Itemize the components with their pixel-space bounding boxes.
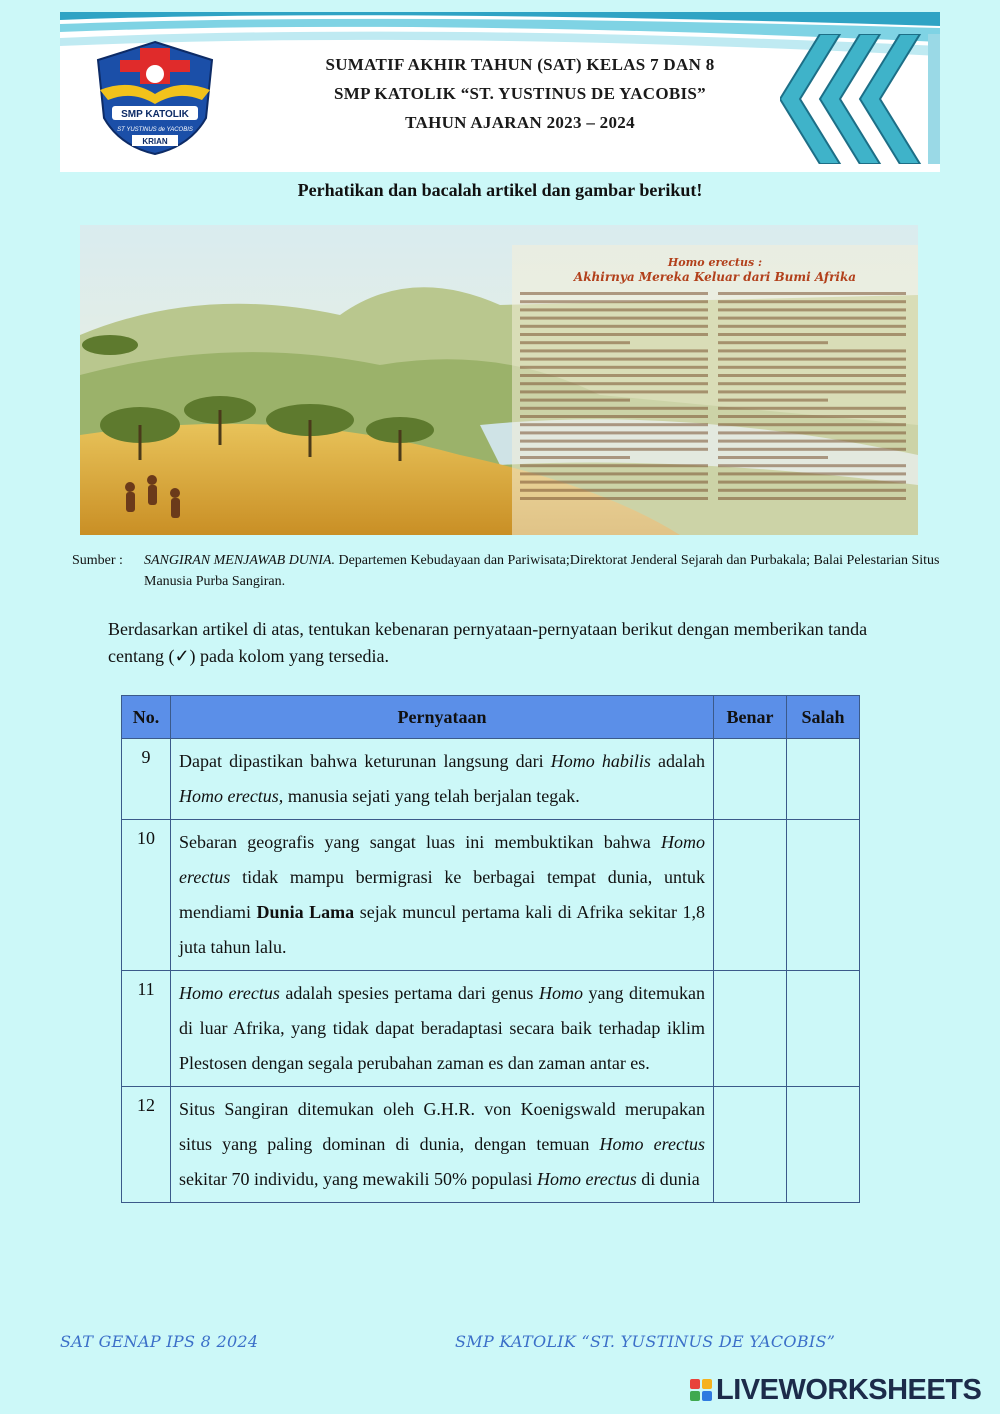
article-text-line: [520, 317, 708, 320]
article-text-line: [520, 481, 708, 484]
article-text-line: [718, 472, 906, 475]
article-subtitle: Akhirnya Mereka Keluar dari Bumi Afrika: [573, 270, 857, 284]
article-text-line: [520, 333, 708, 336]
article-text-line: [520, 308, 708, 311]
article-text-line: [718, 317, 906, 320]
article-text-line: [520, 341, 630, 344]
article-text-line: [520, 431, 708, 434]
header-banner: [60, 12, 940, 172]
article-text-line: [520, 423, 708, 426]
table-header-row: [122, 696, 860, 739]
article-text-line: [520, 292, 708, 295]
banner-line-1: SUMATIF AKHIR TAHUN (SAT) KELAS 7 DAN 8: [325, 55, 715, 74]
article-text-line: [718, 349, 906, 352]
liveworksheets-brand[interactable]: [690, 1372, 981, 1408]
banner-line-2: SMP KATOLIK “ST. YUSTINUS DE YACOBIS”: [334, 84, 706, 103]
article-text-line: [718, 325, 906, 328]
row-number: 9: [122, 739, 171, 820]
article-text-line: [520, 358, 708, 361]
article-text-line: [520, 325, 708, 328]
article-text-line: [520, 448, 708, 451]
footer-exam-label: SAT GENAP IPS 8 2024: [60, 1332, 259, 1351]
article-text-line: [718, 456, 828, 459]
article-text-line: [718, 399, 828, 402]
source-detail: Departemen Kebudayaan dan Pariwisata;Direktorat Jenderal Sejarah dan Purbakala; Balai Pelestarian Situs Manusia Purba Sangiran.: [144, 553, 940, 589]
article-text-line: [718, 390, 906, 393]
false-checkbox-cell[interactable]: [787, 1087, 860, 1203]
header-no: No.: [122, 696, 171, 739]
true-checkbox-cell[interactable]: [714, 1087, 787, 1203]
logo-bottom-text: KRIAN: [142, 137, 168, 146]
true-checkbox-cell[interactable]: [714, 739, 787, 820]
article-text-line: [718, 464, 906, 467]
header-statement: Pernyataan: [171, 696, 714, 739]
statement-table: [121, 695, 860, 1203]
statement-text: Situs Sangiran ditemukan oleh G.H.R. von Koenigswald merupakan situs yang paling dominan di dunia, dengan temuan Homo erectus sekitar 70 individu, yang mewakili 50% populasi Homo erectus di dunia: [171, 1087, 714, 1203]
table-row: [122, 1087, 860, 1203]
article-text-line: [520, 497, 708, 500]
question-instruction: Berdasarkan artikel di atas, tentukan kebenaran pernyataan-pernyataan berikut dengan memberikan tanda centang (✓) pada kolom yang tersedia.: [108, 619, 868, 666]
article-text-line: [718, 308, 906, 311]
article-text-line: [520, 489, 708, 492]
article-text-line: [718, 407, 906, 410]
article-text-line: [520, 382, 708, 385]
article-text-line: [718, 374, 906, 377]
row-number: 11: [122, 971, 171, 1087]
liveworksheets-logo-icon: [690, 1379, 712, 1401]
statement-text: Homo erectus adalah spesies pertama dari genus Homo yang ditemukan di luar Afrika, yang tidak dapat beradaptasi secara baik terhadap iklim Plestosen dengan segala perubahan zaman es dan zaman antar es.: [171, 971, 714, 1087]
article-text-line: [718, 431, 906, 434]
article-text-line: [718, 333, 906, 336]
false-checkbox-cell[interactable]: [787, 739, 860, 820]
header-false: Salah: [787, 696, 860, 739]
article-body-lines: [520, 292, 910, 512]
article-text-line: [520, 440, 708, 443]
logo-top-text: SMP KATOLIK: [121, 109, 189, 120]
false-checkbox-cell[interactable]: [787, 971, 860, 1087]
source-label: Sumber :: [72, 553, 123, 568]
statement-text: Sebaran geografis yang sangat luas ini membuktikan bahwa Homo erectus tidak mampu bermigrasi ke berbagai tempat dunia, untuk mendiami Dunia Lama sejak muncul pertama kali di Afrika sekitar 1,8 juta tahun lalu.: [171, 820, 714, 971]
true-checkbox-cell[interactable]: [714, 971, 787, 1087]
article-text-line: [718, 440, 906, 443]
article-text-line: [520, 407, 708, 410]
article-text-line: [520, 390, 708, 393]
article-text-line: [718, 300, 906, 303]
article-text-line: [520, 374, 708, 377]
footer-school-name: SMP KATOLIK “ST. YUSTINUS DE YACOBIS”: [455, 1332, 836, 1351]
header-true: Benar: [714, 696, 787, 739]
article-text-line: [718, 489, 906, 492]
article-image: [80, 225, 918, 535]
source-title: SANGIRAN MENJAWAB DUNIA.: [144, 553, 335, 568]
liveworksheets-text: LIVEWORKSHEETS: [716, 1373, 982, 1406]
article-text-line: [520, 366, 708, 369]
article-text-line: [718, 415, 906, 418]
article-text-line: [718, 292, 906, 295]
article-text-line: [520, 300, 708, 303]
article-text-line: [718, 481, 906, 484]
article-text-line: [718, 358, 906, 361]
false-checkbox-cell[interactable]: [787, 820, 860, 971]
table-row: [122, 971, 860, 1087]
table-row: [122, 820, 860, 971]
school-logo: [90, 38, 220, 156]
source-text: [144, 550, 954, 592]
row-number: 10: [122, 820, 171, 971]
row-number: 12: [122, 1087, 171, 1203]
article-text-line: [520, 472, 708, 475]
article-text-line: [718, 423, 906, 426]
article-text-line: [520, 456, 630, 459]
article-text-line: [520, 415, 708, 418]
instruction-text: Perhatikan dan bacalah artikel dan gambar berikut!: [297, 180, 703, 200]
article-text-line: [520, 464, 708, 467]
article-text-line: [718, 341, 828, 344]
true-checkbox-cell[interactable]: [714, 820, 787, 971]
article-text-line: [718, 497, 906, 500]
article-text-line: [718, 366, 906, 369]
statement-text: Dapat dipastikan bahwa keturunan langsung dari Homo habilis adalah Homo erectus, manusia sejati yang telah berjalan tegak.: [171, 739, 714, 820]
logo-mid-text: ST YUSTINUS de YACOBIS: [117, 127, 193, 133]
banner-line-3: TAHUN AJARAN 2023 – 2024: [405, 113, 635, 132]
article-text-line: [718, 448, 906, 451]
article-title: Homo erectus :: [667, 256, 763, 269]
article-text-block: [520, 255, 910, 517]
table-row: [122, 739, 860, 820]
chevron-decoration-icon: [780, 34, 940, 164]
article-text-line: [520, 349, 708, 352]
banner-title: [240, 50, 800, 137]
article-text-line: [520, 399, 630, 402]
article-text-line: [718, 382, 906, 385]
